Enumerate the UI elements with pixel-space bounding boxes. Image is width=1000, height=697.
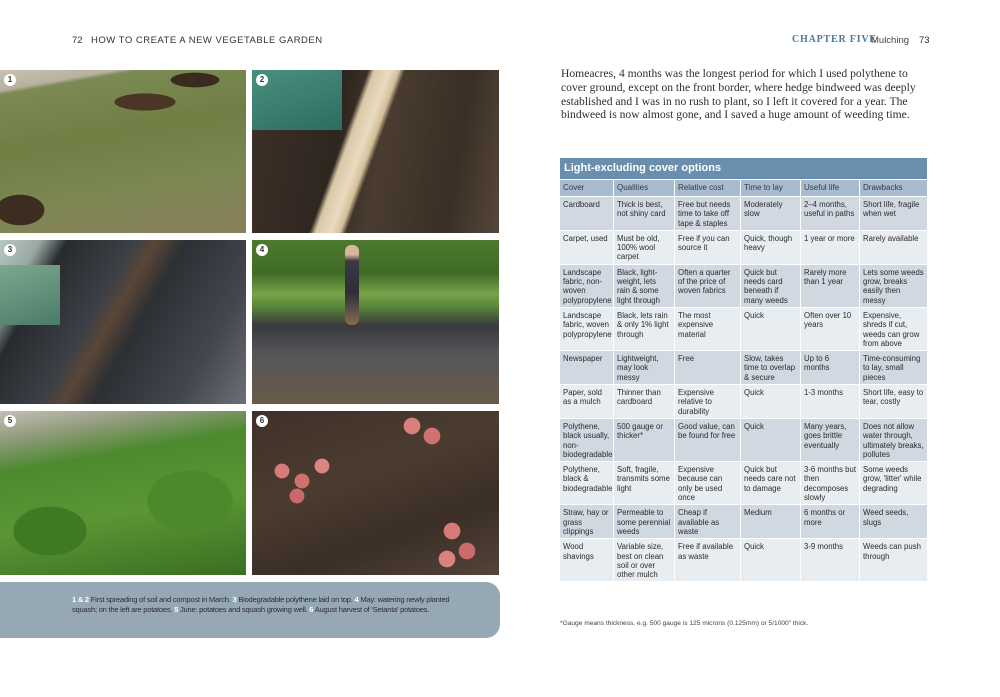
table-cell: Does not allow water through, ultimately breaks, pollutes: [860, 419, 927, 462]
table-cell: Variable size, best on clean soil or over other mulch: [614, 539, 675, 582]
table-row: [560, 462, 927, 505]
table-cell: Time-consuming to lay, small pieces: [860, 351, 927, 385]
table-row: [560, 197, 927, 231]
table-cell: Must be old, 100% wool carpet: [614, 231, 675, 265]
table-cell: Quick: [741, 308, 801, 351]
table-cell: Landscape fabric, woven polypropylene: [560, 308, 614, 351]
header-time-to-lay: Time to lay: [741, 180, 801, 197]
table-cell: 3-9 months: [801, 539, 860, 582]
left-page-number: 72: [72, 35, 83, 46]
photo-watering-squash: [252, 240, 499, 404]
table-cell: Free but needs time to take off tape & staples: [675, 197, 741, 231]
caption-number: 1 & 2: [72, 595, 89, 604]
caption-number: 4: [354, 595, 359, 604]
caption-number: 3: [232, 595, 237, 604]
table-cell: Quick but needs card beneath if many weeds: [741, 265, 801, 308]
table-cell: Medium: [741, 505, 801, 539]
photo-caption: [72, 595, 472, 615]
table-cell: Thinner than cardboard: [614, 385, 675, 419]
table-row: [560, 308, 927, 351]
photo-number-badge: 3: [4, 244, 16, 256]
table-cell: Free: [675, 351, 741, 385]
table-cell: Permeable to some perennial weeds: [614, 505, 675, 539]
table-row: [560, 351, 927, 385]
table-cell: Newspaper: [560, 351, 614, 385]
table-cell: Black, lets rain & only 1% light through: [614, 308, 675, 351]
table-cell: Polythene, black & biodegradable: [560, 462, 614, 505]
table-row: [560, 505, 927, 539]
caption-number: 5: [174, 605, 179, 614]
header-cover: Cover: [560, 180, 614, 197]
table-cell: Expensive, shreds if cut, weeds can grow from above: [860, 308, 927, 351]
caption-text: August harvest of 'Setanta' potatoes.: [313, 605, 430, 614]
table-cell: 1-3 months: [801, 385, 860, 419]
left-running-head: HOW TO CREATE A NEW VEGETABLE GARDEN: [91, 35, 323, 46]
table-row: [560, 265, 927, 308]
header-useful-life: Useful life: [801, 180, 860, 197]
photo-number-badge: 1: [4, 74, 16, 86]
table-cell: Quick, though heavy: [741, 231, 801, 265]
table-cell: 3-6 months but then decomposes slowly: [801, 462, 860, 505]
photo-soil-spreading: [252, 70, 499, 233]
photo-potatoes-growing: [0, 411, 246, 575]
table-cell: Expensive because can only be used once: [675, 462, 741, 505]
table-cell: Up to 6 months: [801, 351, 860, 385]
table-cell: Rarely available: [860, 231, 927, 265]
table-cell: Free if you can source it: [675, 231, 741, 265]
table-row: [560, 419, 927, 462]
table-cell: Quick: [741, 385, 801, 419]
intro-paragraph: Homeacres, 4 months was the longest period for which I used polythene to cover ground, except on the front border, where hedge bindweed was deeply established and I was in no rush to plant, so I left it covered for a year. The bindweed is now almost gone, and I saved a huge amount of weeding time.: [561, 67, 916, 122]
table-cell: Slow, takes time to overlap & secure: [741, 351, 801, 385]
table-cell: Short life, easy to tear, costly: [860, 385, 927, 419]
table-cell: 500 gauge or thicker*: [614, 419, 675, 462]
chapter-label: CHAPTER FIVE: [792, 34, 877, 45]
table-cell: Straw, hay or grass clippings: [560, 505, 614, 539]
table-cell: Cheap if available as waste: [675, 505, 741, 539]
table-cell: Quick: [741, 539, 801, 582]
table-cell: Short life, fragile when wet: [860, 197, 927, 231]
table-cell: Rarely more than 1 year: [801, 265, 860, 308]
chapter-title: Mulching: [871, 35, 910, 46]
table-cell: Many years, goes brittle eventually: [801, 419, 860, 462]
table-cell: Weeds can push through: [860, 539, 927, 582]
photo-number-badge: 4: [256, 244, 268, 256]
caption-number: 6: [309, 605, 314, 614]
table-cell: 2–4 months, useful in paths: [801, 197, 860, 231]
table-cell: Carpet, used: [560, 231, 614, 265]
table-cell: Landscape fabric, non-woven polypropylene: [560, 265, 614, 308]
photo-potato-harvest: [252, 411, 499, 575]
photo-polythene-laid: [0, 240, 246, 404]
table-cell: Polythene, black usually, non-biodegradable: [560, 419, 614, 462]
photo-number-badge: 5: [4, 415, 16, 427]
table-row: [560, 539, 927, 582]
photo-number-badge: 6: [256, 415, 268, 427]
right-page-number: 73: [919, 35, 930, 46]
table-cell: Some weeds grow, 'litter' while degrading: [860, 462, 927, 505]
header-qualities: Qualities: [614, 180, 675, 197]
table-cell: Often over 10 years: [801, 308, 860, 351]
header-relative-cost: Relative cost: [675, 180, 741, 197]
table-cell: Expensive relative to durability: [675, 385, 741, 419]
cover-options-table: [560, 180, 927, 582]
table-cell: The most expensive material: [675, 308, 741, 351]
table-cell: Soft, fragile, transmits some light: [614, 462, 675, 505]
table-row: [560, 385, 927, 419]
table-header-row: [560, 180, 927, 197]
table-cell: Free if available as waste: [675, 539, 741, 582]
caption-text: Biodegradable polythene laid on top.: [236, 595, 355, 604]
table-cell: Cardboard: [560, 197, 614, 231]
photo-soil-compost: [0, 70, 246, 233]
table-cell: Lightweight, may look messy: [614, 351, 675, 385]
table-cell: 1 year or more: [801, 231, 860, 265]
caption-text: June: potatoes and squash growing well.: [178, 605, 310, 614]
table-cell: Quick but needs care not to damage: [741, 462, 801, 505]
header-drawbacks: Drawbacks: [860, 180, 927, 197]
table-title: Light-excluding cover options: [560, 158, 927, 179]
table-cell: Paper, sold as a mulch: [560, 385, 614, 419]
table-cell: Black, light-weight, lets rain & some light through: [614, 265, 675, 308]
table-footnote: *Gauge means thickness, e.g. 500 gauge is 125 microns (0.125mm) or 5/1000" thick.: [560, 620, 809, 627]
photo-number-badge: 2: [256, 74, 268, 86]
table-cell: Wood shavings: [560, 539, 614, 582]
table-cell: Quick: [741, 419, 801, 462]
photo-caption-box: [0, 582, 500, 638]
table-cell: Moderately slow: [741, 197, 801, 231]
table-cell: 6 months or more: [801, 505, 860, 539]
table-cell: Lets some weeds grow, breaks easily then messy: [860, 265, 927, 308]
table-cell: Weed seeds, slugs: [860, 505, 927, 539]
table-cell: Good value, can be found for free: [675, 419, 741, 462]
table-cell: Thick is best, not shiny card: [614, 197, 675, 231]
table-cell: Often a quarter of the price of woven fabrics: [675, 265, 741, 308]
caption-text: May: watering newly planted squash; on the left are potatoes.: [72, 595, 450, 614]
caption-text: First spreading of soil and compost in March.: [88, 595, 233, 604]
table-row: [560, 231, 927, 265]
